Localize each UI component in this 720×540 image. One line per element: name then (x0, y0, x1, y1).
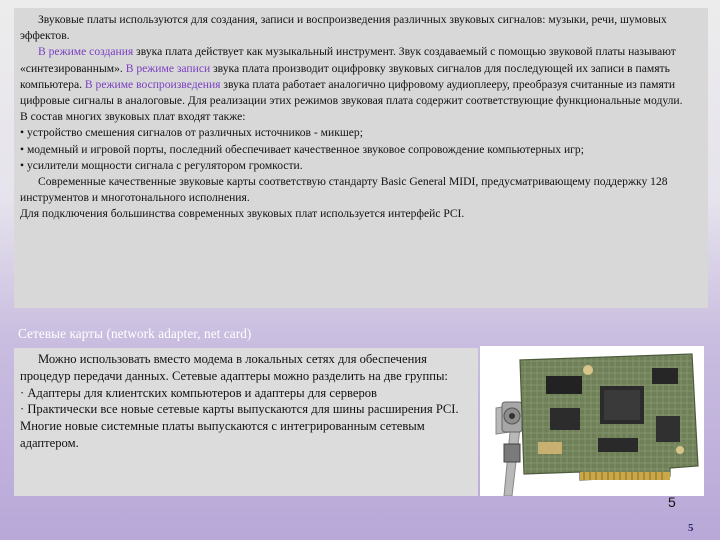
network-card-image (480, 346, 704, 496)
mode-create-text: звука плата действует как музыкальный инструмент. Звук создаваемый с помощью звуковой платы называют «синтезированным». (20, 45, 676, 75)
midi-paragraph: Современные качественные звуковые карты соответствую стандарту Basic General MIDI, предусматривающему поддержку 128 инструментов и многотонального исполнения. (20, 175, 668, 205)
network-bullet-clients: · Адаптеры для клиентских компьютеров и адаптеры для серверов (20, 385, 377, 400)
network-cards-heading: Сетевые карты (network adapter, net card) (18, 326, 252, 341)
network-cards-text-box (14, 348, 478, 496)
pci-paragraph: Для подключения большинства современных звуковых плат используется интерфейс PCI. (20, 207, 465, 221)
bullet-mixer: • устройство смешения сигналов от различных источников - микшер; (20, 126, 363, 140)
network-card-illustration (480, 346, 704, 496)
mode-play-label: В режиме воспроизведения (84, 77, 221, 91)
bullet-ports: • модемный и игровой порты, последний обеспечивает качественное звуковое сопровождение компьютерных игр; (20, 142, 584, 156)
mode-create-label: В режиме создания (38, 45, 134, 59)
modes-paragraph (20, 44, 702, 109)
mode-play-text: звука плата работает аналогично цифровому аудиоплееру, преобразуя считанные из памяти цифровые сигналы в аналоговые. Для реализации этих режимов звуковая плата содержит соответствующие функциональные модули. (20, 77, 683, 108)
intro-paragraph: Звуковые платы используются для создания, записи и воспроизведения различных звуковых сигналов: музыки, речи, шумовых эффектов. (20, 13, 667, 43)
mode-record-text: звука плата производит оцифровку звуковых сигналов для последующей их записи в память компьютера. (20, 61, 670, 91)
network-bullet-pci: · Практически все новые сетевые карты выпускаются для шины расширения PCI. Многие новые системные платы выпускаются с интегрированным сетевым адаптером. (20, 402, 459, 450)
includes-paragraph: В состав многих звуковых плат входят также: (20, 110, 246, 124)
slide-number: 5 (688, 522, 694, 534)
bullet-amplifiers: • усилители мощности сигнала с регулятором громкости. (20, 158, 303, 172)
page-number: 5 (668, 494, 676, 510)
sound-cards-text-box (14, 8, 708, 308)
network-intro-paragraph: Можно использовать вместо модема в локальных сетях для обеспечения процедур передачи данных. Сетевые адаптеры можно разделить на две группы: (20, 352, 448, 383)
mode-record-label: В режиме записи (125, 61, 211, 75)
